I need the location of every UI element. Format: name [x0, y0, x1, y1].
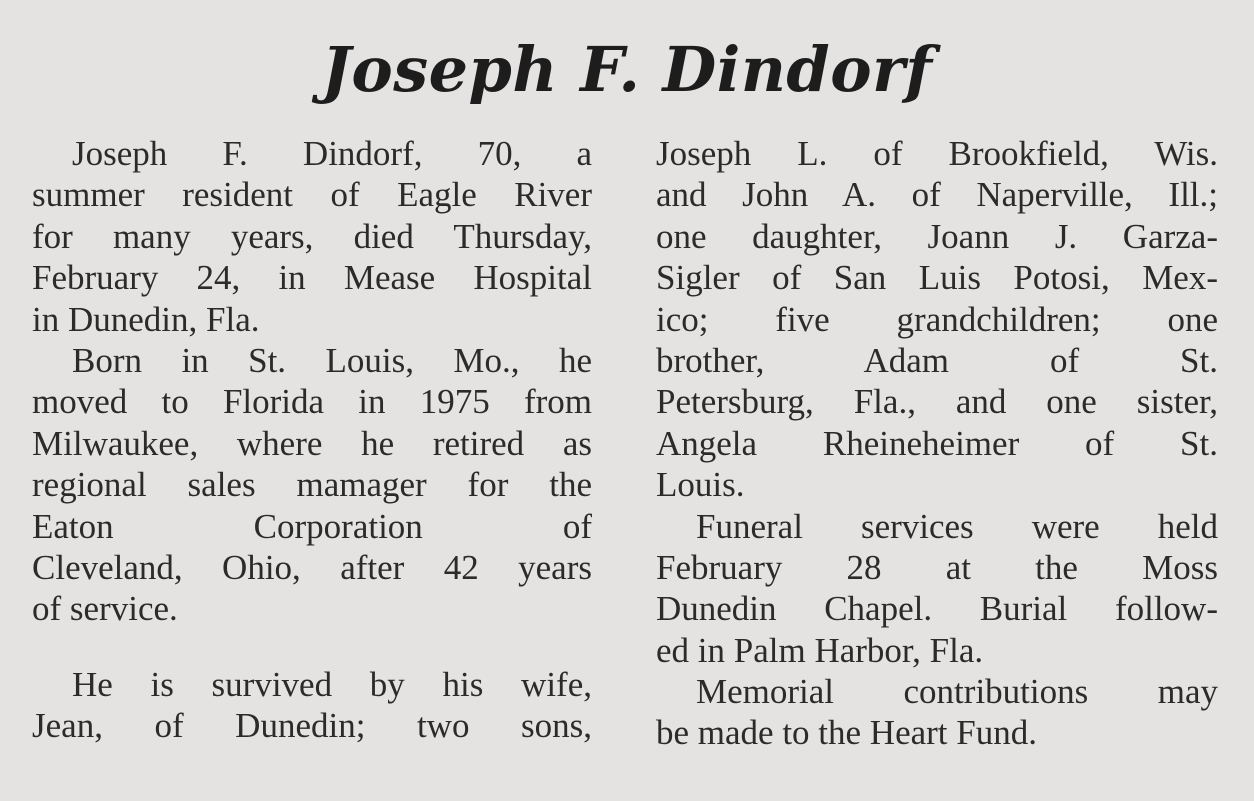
- text-line: summer resident of Eagle River: [32, 175, 592, 215]
- text-line: February 28 at the Moss: [656, 547, 1218, 587]
- paragraph-funeral: [656, 506, 1218, 672]
- left-column: [32, 133, 592, 746]
- text-line: Joseph L. of Brookfield, Wis.: [656, 134, 1218, 173]
- paragraph-death-notice: [32, 133, 592, 340]
- text-line: Petersburg, Fla., and one sister,: [656, 382, 1218, 422]
- paragraph-memorial: [656, 671, 1218, 754]
- text-line: Memorial contributions may: [696, 672, 1218, 712]
- text-line: ed in Palm Harbor, Fla.: [656, 630, 984, 670]
- obituary-headline: Joseph F. Dindorf: [321, 33, 933, 106]
- text-line: be made to the Heart Fund.: [656, 713, 1038, 753]
- text-line: Milwaukee, where he retired as: [32, 423, 592, 463]
- text-line: Sigler of San Luis Potosi, Mex-: [656, 258, 1218, 298]
- right-column: [656, 133, 1218, 754]
- text-line: regional sales mamager for the: [32, 465, 592, 505]
- text-line: Angela Rheineheimer of St.: [656, 423, 1218, 463]
- text-line: Cleveland, Ohio, after 42 years: [32, 547, 592, 587]
- text-line: Dunedin Chapel. Burial follow-: [656, 589, 1218, 629]
- text-line: brother, Adam of St.: [656, 340, 1218, 380]
- text-line: Jean, of Dunedin; two sons,: [32, 706, 592, 746]
- text-line: February 24, in Mease Hospital: [32, 258, 592, 298]
- text-line: ico; five grandchildren; one: [656, 299, 1218, 339]
- paragraph-gap: [32, 630, 592, 664]
- text-line: one daughter, Joann J. Garza-: [656, 216, 1218, 256]
- paragraph-survivors-continued: [656, 133, 1218, 506]
- text-line: Funeral services were held: [696, 506, 1218, 546]
- paragraph-biography: [32, 340, 592, 630]
- text-line: He is survived by his wife,: [72, 664, 592, 704]
- text-line: Born in St. Louis, Mo., he: [72, 340, 592, 380]
- text-line: Joseph F. Dindorf, 70, a: [72, 134, 592, 173]
- text-line: for many years, died Thursday,: [32, 216, 592, 256]
- paragraph-survivors: [32, 664, 592, 747]
- text-line: of service.: [32, 589, 178, 629]
- text-line: Eaton Corporation of: [32, 506, 592, 546]
- text-line: moved to Florida in 1975 from: [32, 382, 592, 422]
- text-line: in Dunedin, Fla.: [32, 299, 260, 339]
- text-line: Louis.: [656, 465, 745, 505]
- text-line: and John A. of Naperville, Ill.;: [656, 175, 1218, 215]
